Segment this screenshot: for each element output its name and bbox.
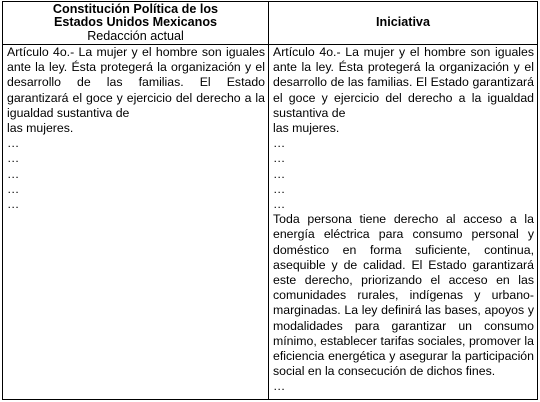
left-ellipsis-1: …	[7, 136, 20, 151]
right-article-tail: las mujeres.	[273, 121, 340, 136]
left-ellipsis-5: …	[7, 196, 20, 211]
header-current-text	[3, 2, 268, 44]
header-left-subtitle: Redacción actual	[87, 28, 184, 43]
comparison-table	[2, 1, 538, 400]
right-ellipsis-1: …	[273, 136, 286, 151]
left-ellipsis-2: …	[7, 151, 20, 166]
initiative-cell	[273, 45, 534, 395]
column-divider	[268, 2, 269, 399]
right-ellipsis-3: …	[273, 166, 286, 181]
right-article-paragraph: Artículo 4o.- La mujer y el hombre son iguales ante la ley. Ésta protegerá la organización y el desarrollo de las familias. El Estado garantizará el goce y ejercicio del derecho a la igualdad sustantiva de	[273, 45, 534, 120]
header-left-title: Constitución Política de los Estados Unidos Mexicanos	[52, 1, 219, 30]
left-article-tail: las mujeres.	[7, 121, 74, 136]
right-new-paragraph: Toda persona tiene derecho al acceso a la energía eléctrica para consumo personal y doméstico en forma suficiente, continua, asequible y de calidad. El Estado garantizará este derecho, priorizando el acceso en las comunidades rurales, indígenas y urbano-marginadas. La ley definirá las bases, apoyos y modalidades para garantizar un consumo mínimo, establecer tarifas sociales, promover la eficiencia energética y asegurar la participación social en la consecución de dichos fines.	[273, 212, 534, 379]
current-text-cell	[7, 45, 265, 212]
left-ellipsis-4: …	[7, 181, 20, 196]
left-article-paragraph: Artículo 4o.- La mujer y el hombre son iguales ante la ley. Ésta protegerá la organización y el desarrollo de las familias. El Estado garantizará el goce y ejercicio del derecho a la igualdad sustantiva de	[7, 45, 265, 120]
left-ellipsis-3: …	[7, 166, 20, 181]
header-initiative	[269, 2, 537, 44]
right-ellipsis-final: …	[273, 379, 286, 394]
right-ellipsis-2: …	[273, 151, 286, 166]
right-ellipsis-5: …	[273, 196, 286, 211]
header-right-title: Iniciativa	[376, 15, 430, 30]
right-ellipsis-4: …	[273, 181, 286, 196]
